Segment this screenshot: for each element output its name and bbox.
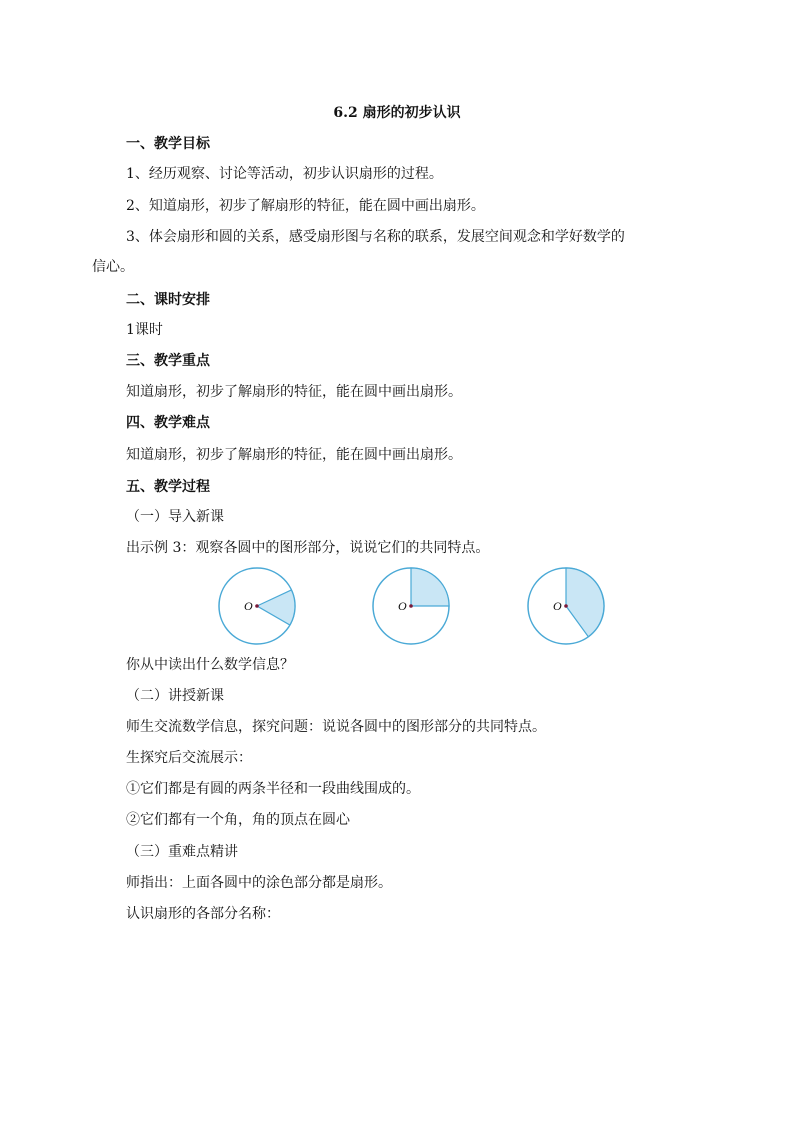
objective-item-1: 1、经历观察、讨论等活动，初步认识扇形的过程。: [126, 166, 443, 182]
section-heading-difficulties: 四、教学难点: [126, 415, 210, 431]
page-title: 6.2 扇形的初步认识: [333, 105, 461, 121]
objective-item-2: 2、知道扇形，初步了解扇形的特征，能在圆中画出扇形。: [126, 198, 485, 214]
section-heading-objectives: 一、教学目标: [126, 136, 210, 152]
circle-3: [528, 568, 604, 644]
circle-2-sector: [411, 568, 449, 606]
sector-figure-svg: [0, 564, 794, 648]
difficulties-text: 知道扇形，初步了解扇形的特征，能在圆中画出扇形。: [126, 447, 462, 463]
circle-2-center-dot: [409, 604, 413, 608]
circle-1-center-label: O: [244, 599, 253, 613]
process-part-3-heading: （三）重难点精讲: [126, 844, 238, 860]
circle-3-center-label: O: [553, 599, 562, 613]
section-heading-schedule: 二、课时安排: [126, 292, 210, 308]
process-part-2-text-2: 生探究后交流展示：: [126, 750, 252, 766]
objective-item-3-continued: 信心。: [92, 259, 134, 275]
schedule-text: 1课时: [126, 322, 163, 338]
circle-3-center-dot: [564, 604, 568, 608]
process-part-2-text-1: 师生交流数学信息，探究问题：说说各圆中的图形部分的共同特点。: [126, 719, 546, 735]
objective-item-3: 3、体会扇形和圆的关系，感受扇形图与名称的联系，发展空间观念和学好数学的: [126, 229, 625, 245]
section-heading-process: 五、教学过程: [126, 479, 210, 495]
circle-1-center-dot: [255, 604, 259, 608]
circle-2-center-label: O: [398, 599, 407, 613]
section-heading-key-points: 三、教学重点: [126, 353, 210, 369]
process-part-2-heading: （二）讲授新课: [126, 688, 224, 704]
process-part-2-text-4: ②它们都有一个角，角的顶点在圆心: [126, 812, 350, 828]
process-part-3-text-2: 认识扇形的各部分名称：: [126, 906, 280, 922]
circle-1: [219, 568, 295, 644]
key-points-text: 知道扇形，初步了解扇形的特征，能在圆中画出扇形。: [126, 384, 462, 400]
process-part-1-heading: （一）导入新课: [126, 509, 224, 525]
process-part-2-text-3: ①它们都是有圆的两条半径和一段曲线围成的。: [126, 781, 420, 797]
process-part-3-text-1: 师指出：上面各圆中的涂色部分都是扇形。: [126, 875, 392, 891]
process-part-1-text: 出示例 3：观察各圆中的图形部分，说说它们的共同特点。: [126, 540, 490, 556]
circle-2: [373, 568, 449, 644]
sector-figure: [0, 564, 794, 648]
process-part-1-question: 你从中读出什么数学信息？: [126, 657, 294, 673]
